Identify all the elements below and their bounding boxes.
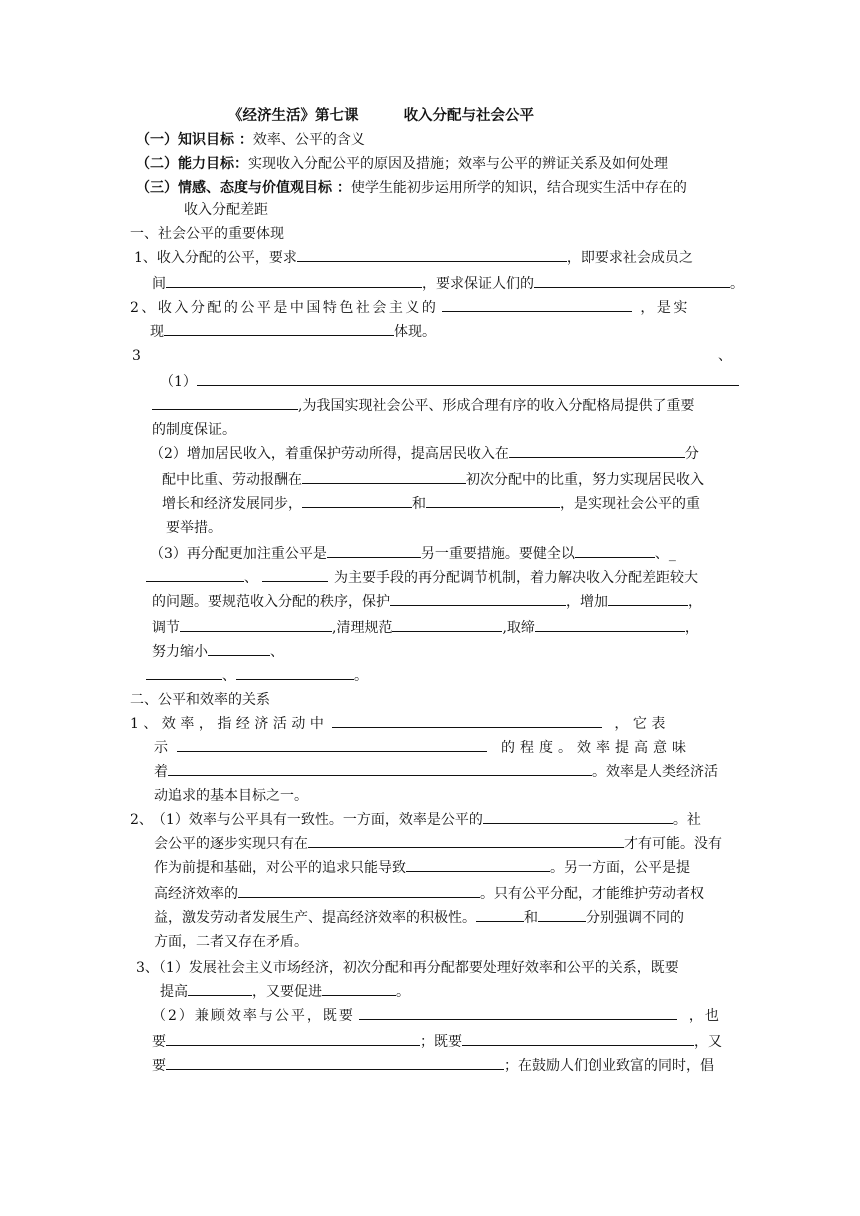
q2-text-c: 现 xyxy=(150,324,164,340)
e4-line2 xyxy=(152,1032,722,1052)
e1-text-f: 。效率是人类经济活 xyxy=(592,764,718,780)
p2-line3 xyxy=(162,494,700,514)
blank[interactable] xyxy=(177,738,487,752)
goal-ability-label: （二）能力目标： xyxy=(136,156,248,172)
p3-line5 xyxy=(152,642,284,662)
e4-line3 xyxy=(152,1056,714,1076)
goal-values-label: （三）情感、态度与价值观目标 ： xyxy=(136,180,351,196)
e2-line2 xyxy=(154,834,722,854)
goal-values-cont: 收入分配差距 xyxy=(184,202,268,218)
p1-line2 xyxy=(152,396,694,416)
p3-text-n: 、 xyxy=(270,644,284,660)
blank[interactable] xyxy=(302,470,466,484)
q1-text-d: ，要求保证人们的 xyxy=(422,276,534,292)
blank[interactable] xyxy=(238,884,480,898)
q1-text-a: 1、收入分配的公平，要求 xyxy=(134,250,297,266)
e1-text-e: 着 xyxy=(154,764,168,780)
blank[interactable] xyxy=(208,642,270,656)
e4-text-f: 要 xyxy=(152,1058,166,1074)
goal-ability-text: 实现收入分配公平的原因及措施；效率与公平的辨证关系及如何处理 xyxy=(248,156,668,172)
blank[interactable] xyxy=(308,834,624,848)
blank[interactable] xyxy=(476,908,524,922)
p2-text-f: 和 xyxy=(412,496,426,512)
p3-line1 xyxy=(150,544,676,564)
q3-num: 3 xyxy=(132,348,141,364)
e1-text-b: ，它表 xyxy=(614,716,670,732)
p3-line2 xyxy=(146,568,698,588)
e2-text-f: 作为前提和基础，对公平的追求只能导致 xyxy=(154,860,406,876)
blank[interactable] xyxy=(509,444,685,458)
title-part2: 收入分配与社会公平 xyxy=(403,107,535,124)
blank[interactable] xyxy=(392,618,502,632)
blank[interactable] xyxy=(166,274,422,288)
p3-text-l: ， xyxy=(684,620,699,636)
p1-text-b: ,为我国实现社会公平、形成合理有序的收入分配格局提供了重要 xyxy=(298,398,695,414)
blank[interactable] xyxy=(164,322,394,336)
e2-text-h: 高经济效率的 xyxy=(154,886,238,902)
p3-text-e: 为主要手段的再分配调节机制，着力解决收入分配差距较大 xyxy=(334,570,698,586)
blank[interactable] xyxy=(236,666,354,680)
e2-text-i: 。只有公平分配，才能维护劳动者权 xyxy=(480,886,704,902)
blank[interactable] xyxy=(538,908,586,922)
p3-line6 xyxy=(146,666,368,686)
goal-knowledge-text: 效率、公平的含义 xyxy=(252,132,365,148)
p3-text-g: ，增加 xyxy=(566,594,608,610)
e2-text-c: 。社 xyxy=(672,812,701,828)
e2-text-a: 2、 xyxy=(130,812,153,828)
e2-text-b: （1）效率与公平具有一致性。一方面，效率是公平的 xyxy=(158,812,483,828)
e2-line1 xyxy=(130,810,701,830)
p3-text-j: ,清理规范 xyxy=(332,620,393,636)
blank[interactable] xyxy=(608,592,688,606)
goal-values xyxy=(136,178,687,198)
e2-text-j: 益，激发劳动者发展生产、提高经济效率的积极性。 xyxy=(154,910,476,926)
q1-line1 xyxy=(134,248,693,268)
e2-line3 xyxy=(154,858,690,878)
e3-text-c: ，又要促进 xyxy=(252,984,322,1000)
p1-line3: 的制度保证。 xyxy=(152,422,236,438)
e2-text-g: 。另一方面，公平是提 xyxy=(550,860,690,876)
p3-text-m: 努力缩小 xyxy=(152,644,208,660)
p3-text-h: ， xyxy=(688,594,702,610)
blank[interactable] xyxy=(406,858,550,872)
e1-line3 xyxy=(154,762,718,782)
blank[interactable] xyxy=(442,298,632,312)
p2-text-c: 配中比重、劳动报酬在 xyxy=(162,472,302,488)
p3-text-d: 、 xyxy=(244,570,258,586)
goal-knowledge-label: （一）知识目标 ： xyxy=(136,132,253,148)
p1-text-a: （1） xyxy=(160,374,197,390)
e3-text-d: 。 xyxy=(396,984,410,1000)
p3-line3 xyxy=(152,592,702,612)
p2-line1 xyxy=(150,444,699,464)
p3-text-a: （3）再分配更加注重公平是 xyxy=(150,546,327,562)
p3-line4 xyxy=(152,618,699,638)
q1-text-b: ，即要求社会成员之 xyxy=(566,250,693,266)
q2-line1 xyxy=(130,298,690,318)
section1-heading: 一、社会公平的重要体现 xyxy=(130,226,284,242)
blank[interactable] xyxy=(332,714,602,728)
p3-text-b: 另一重要措施。要健全以 xyxy=(420,546,575,562)
p1-line1 xyxy=(160,372,739,392)
p2-line2 xyxy=(162,470,704,490)
blank[interactable] xyxy=(146,666,222,680)
section2-heading: 二、公平和效率的关系 xyxy=(130,692,270,708)
title-part1: 《经济生活》第七课 xyxy=(228,107,359,124)
e2-text-d: 会公平的逐步实现只有在 xyxy=(154,836,308,852)
blank[interactable] xyxy=(297,248,567,262)
e2-text-e: 才有可能。没有 xyxy=(624,836,722,852)
blank[interactable] xyxy=(168,762,592,776)
blank[interactable] xyxy=(327,544,421,558)
e1-text-a: 1、效率，指经济活动中 xyxy=(130,716,329,732)
blank[interactable] xyxy=(426,494,560,508)
e3-line2 xyxy=(160,982,410,1002)
p2-line4: 要举措。 xyxy=(166,520,222,536)
blank[interactable] xyxy=(575,544,655,558)
e4-text-d: ；既要 xyxy=(420,1034,462,1050)
q1-line2 xyxy=(152,274,744,294)
p3-text-c: 、_ xyxy=(654,546,676,562)
blank[interactable] xyxy=(322,982,396,996)
e1-line1 xyxy=(130,714,670,734)
p2-text-g: ，是实现社会公平的重 xyxy=(560,496,700,512)
blank[interactable] xyxy=(262,568,328,582)
blank[interactable] xyxy=(462,1032,694,1046)
p2-text-b: 分 xyxy=(684,446,699,462)
blank[interactable] xyxy=(180,618,332,632)
blank[interactable] xyxy=(166,1032,420,1046)
p2-text-a: （2）增加居民收入，着重保护劳动所得，提高居民收入在 xyxy=(150,446,509,462)
blank[interactable] xyxy=(302,494,412,508)
goal-values-text: 使学生能初步运用所学的知识，结合现实生活中存在的 xyxy=(350,180,687,196)
page-title xyxy=(228,106,534,126)
e4-text-e: ，又 xyxy=(694,1034,722,1050)
e3-line1: 3、（1）发展社会主义市场经济，初次分配和再分配都要处理好效率和公平的关系，既要 xyxy=(136,960,679,976)
blank[interactable] xyxy=(166,1056,504,1070)
q1-text-e: 。 xyxy=(730,276,744,292)
e1-text-d: 的程度。效率提高意味 xyxy=(501,740,691,756)
e1-line4: 动追求的基本目标之一。 xyxy=(154,788,308,804)
e4-text-c: 要 xyxy=(152,1034,166,1050)
q2-text-b: ，是实 xyxy=(640,300,690,316)
q2-text-a: 2、收入分配的公平是中国特色社会主义的 xyxy=(130,300,439,316)
p3-text-o: 、 xyxy=(222,668,236,684)
blank[interactable] xyxy=(483,810,673,824)
blank[interactable] xyxy=(359,1006,677,1020)
q2-line2 xyxy=(150,322,436,342)
blank[interactable] xyxy=(535,618,685,632)
goal-knowledge xyxy=(136,130,365,150)
e1-line2 xyxy=(154,738,691,758)
p3-text-p: 。 xyxy=(354,668,368,684)
blank[interactable] xyxy=(146,568,244,582)
e4-text-b: ，也 xyxy=(688,1008,721,1024)
q1-text-c: 间 xyxy=(152,276,166,292)
e4-text-g: ；在鼓励人们创业致富的同时，倡 xyxy=(504,1058,714,1074)
q3-mark: 、 xyxy=(718,348,732,364)
p2-text-e: 增长和经济发展同步， xyxy=(162,496,302,512)
q2-text-d: 体现。 xyxy=(394,324,436,340)
p3-text-k: ,取缔 xyxy=(502,620,535,636)
blank[interactable] xyxy=(188,982,252,996)
e4-text-a: （2）兼顾效率与公平，既要 xyxy=(152,1008,355,1024)
e2-line6: 方面，二者又存在矛盾。 xyxy=(154,934,308,950)
blank[interactable] xyxy=(152,396,298,410)
blank[interactable] xyxy=(390,592,566,606)
blank[interactable] xyxy=(534,274,730,288)
e2-text-l: 分别强调不同的 xyxy=(586,910,684,926)
e2-text-k: 和 xyxy=(524,910,538,926)
goal-ability xyxy=(136,154,668,174)
e4-line1 xyxy=(152,1006,721,1026)
p3-text-f: 的问题。要规范收入分配的秩序，保护 xyxy=(152,594,390,610)
e2-line5 xyxy=(154,908,684,928)
e3-text-b: 提高 xyxy=(160,984,188,1000)
p2-text-d: 初次分配中的比重，努力实现居民收入 xyxy=(466,472,704,488)
e2-line4 xyxy=(154,884,704,904)
p3-text-i: 调节 xyxy=(152,620,180,636)
e1-text-c: 示 xyxy=(154,740,173,756)
blank[interactable] xyxy=(197,372,739,386)
